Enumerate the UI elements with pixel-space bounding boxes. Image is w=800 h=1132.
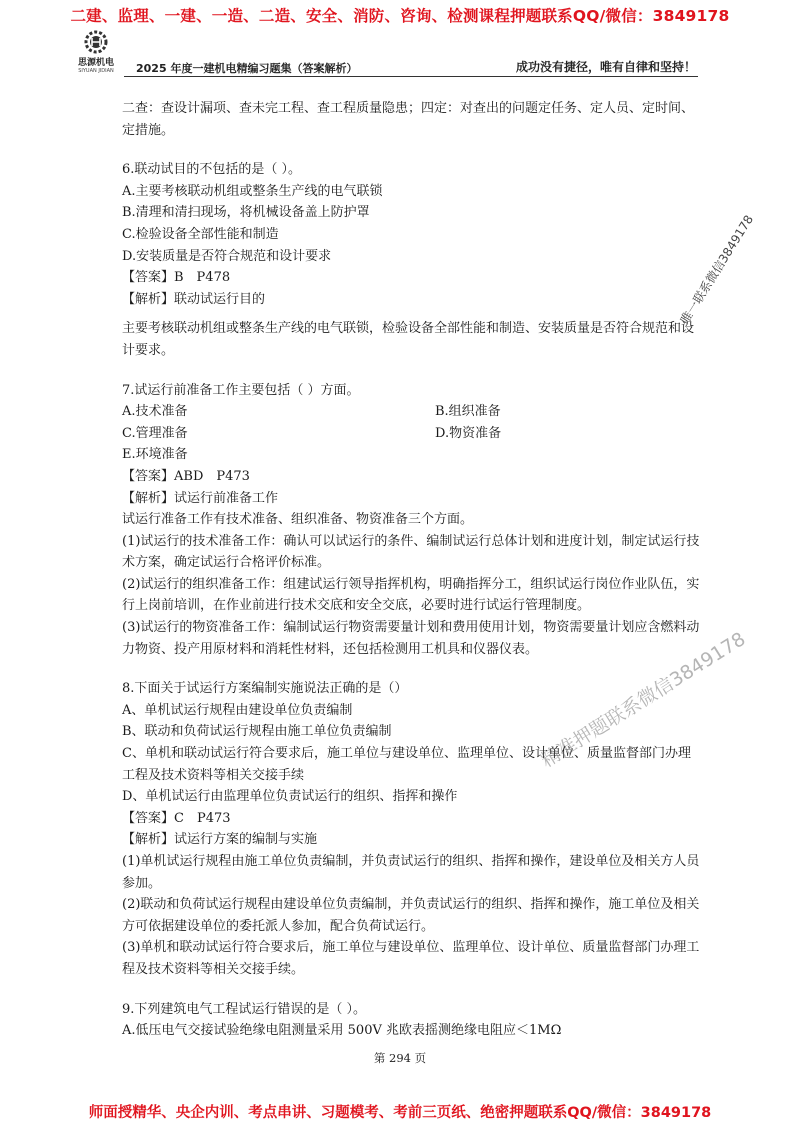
analysis-line: (1)单机试运行规程由施工单位负责编制，并负责试运行的组织、指挥和操作，建设单位及相关方人员参加。 — [122, 854, 700, 891]
option-a: A.主要考核联动机组或整条生产线的电气联锁 — [122, 183, 383, 199]
question-9 — [122, 999, 702, 1042]
option-a: A.技术准备 — [122, 404, 188, 420]
side-watermark: 唯一联系微信3849178 — [677, 212, 757, 327]
option-a: A、单机试运行规程由建设单位负责编制 — [122, 702, 353, 718]
gear-logo-icon — [81, 30, 111, 54]
bottom-promo-banner: 师面授精华、央企内训、考点串讲、习题模考、考前三页纸、绝密押题联系QQ/微信：3849178 — [88, 1105, 712, 1121]
analysis-title: 【解析】试运行方案的编制与实施 — [122, 832, 318, 848]
logo-pinyin: SIYUAN JIDIAN — [78, 68, 114, 74]
analysis-title: 【解析】联动试运行目的 — [122, 291, 266, 307]
option-d: D.物资准备 — [435, 425, 502, 441]
header-motto: 成功没有捷径，唯有自律和坚持！ — [515, 60, 696, 74]
analysis-line: (2)联动和负荷试运行规程由建设单位负责编制，并负责试运行的组织、指挥和操作，施工单位及相关方可依据建设单位的委托派人参加，配合负荷试运行。 — [122, 897, 700, 934]
analysis-line: (3)试运行的物资准备工作：编制试运行物资需要量计划和费用使用计划，物资需要量计划应含燃料动力物资、投产用原材料和消耗性材料，还包括检测用工机具和仪器仪表。 — [122, 620, 700, 657]
analysis-line: 试运行准备工作有技术准备、组织准备、物资准备三个方面。 — [122, 512, 474, 528]
question-stem: 8.下面关于试运行方案编制实施说法正确的是（） — [122, 681, 408, 697]
intro-text: 二查：查设计漏项、查未完工程、查工程质量隐患；四定：对查出的问题定任务、定人员、定时间、定措施。 — [122, 101, 695, 138]
center-watermark: 精准押题联系微信3849178 — [537, 628, 750, 773]
page-content — [122, 98, 702, 1042]
option-d: D.安装质量是否符合规范和设计要求 — [122, 248, 332, 264]
page-number: 第 294 页 — [373, 1051, 427, 1065]
option-row — [122, 423, 702, 445]
question-stem: 7.试运行前准备工作主要包括（ ）方面。 — [122, 382, 360, 398]
option-b: B、联动和负荷试运行规程由施工单位负责编制 — [122, 724, 392, 740]
question-stem: 9.下列建筑电气工程试运行错误的是（ ）。 — [122, 1001, 367, 1017]
answer-line: 【答案】B P478 — [122, 270, 231, 286]
header-divider — [124, 76, 698, 77]
analysis-title: 【解析】试运行前准备工作 — [122, 490, 279, 506]
option-b: B.组织准备 — [435, 404, 501, 420]
option-a: A.低压电气交接试验绝缘电阻测量采用 500V 兆欧表摇测绝缘电阻应＜1MΩ — [122, 1023, 562, 1039]
question-stem: 6.联动试目的不包括的是（ ）。 — [122, 162, 302, 178]
top-promo-banner: 二建、监理、一建、一造、二造、安全、消防、咨询、检测课程押题联系QQ/微信：3849178 — [70, 7, 730, 25]
question-6 — [122, 159, 702, 361]
option-row — [122, 401, 702, 423]
answer-line: 【答案】ABD P473 — [122, 468, 250, 484]
option-d: D、单机试运行由监理单位负责试运行的组织、指挥和操作 — [122, 789, 458, 805]
analysis-line: (2)试运行的组织准备工作：组建试运行领导指挥机构，明确指挥分工，组织试运行岗位作业队伍，实行上岗前培训，在作业前进行技术交底和安全交底，必要时进行试运行管理制度。 — [122, 576, 700, 614]
header-title: 2025 年度一建机电精编习题集（答案解析） — [136, 62, 358, 75]
question-7 — [122, 380, 702, 661]
analysis-line: (3)单机和联动试运行符合要求后，施工单位与建设单位、监理单位、设计单位、质量监督部门办理工程及技术资料等相关交接手续。 — [122, 940, 700, 977]
option-b: B.清理和清扫现场，将机械设备盖上防护罩 — [122, 205, 370, 221]
analysis-line: (1)试运行的技术准备工作：确认可以试运行的条件、编制试运行总体计划和进度计划，制定试运行技术方案，确定试运行合格评价标准。 — [122, 533, 700, 571]
option-c: C、单机和联动试运行符合要求后，施工单位与建设单位、监理单位、设计单位、质量监督部门办理工程及技术资料等相关交接手续 — [122, 746, 691, 783]
analysis-text: 主要考核联动机组或整条生产线的电气联锁，检验设备全部性能和制造、安装质量是否符合规范和设计要求。 — [122, 321, 695, 358]
answer-line: 【答案】C P473 — [122, 810, 231, 826]
logo — [70, 30, 122, 74]
option-e: E.环境准备 — [122, 447, 188, 463]
option-c: C.检验设备全部性能和制造 — [122, 226, 279, 242]
logo-name: 思源机电 — [77, 58, 114, 68]
option-c: C.管理准备 — [122, 425, 188, 441]
